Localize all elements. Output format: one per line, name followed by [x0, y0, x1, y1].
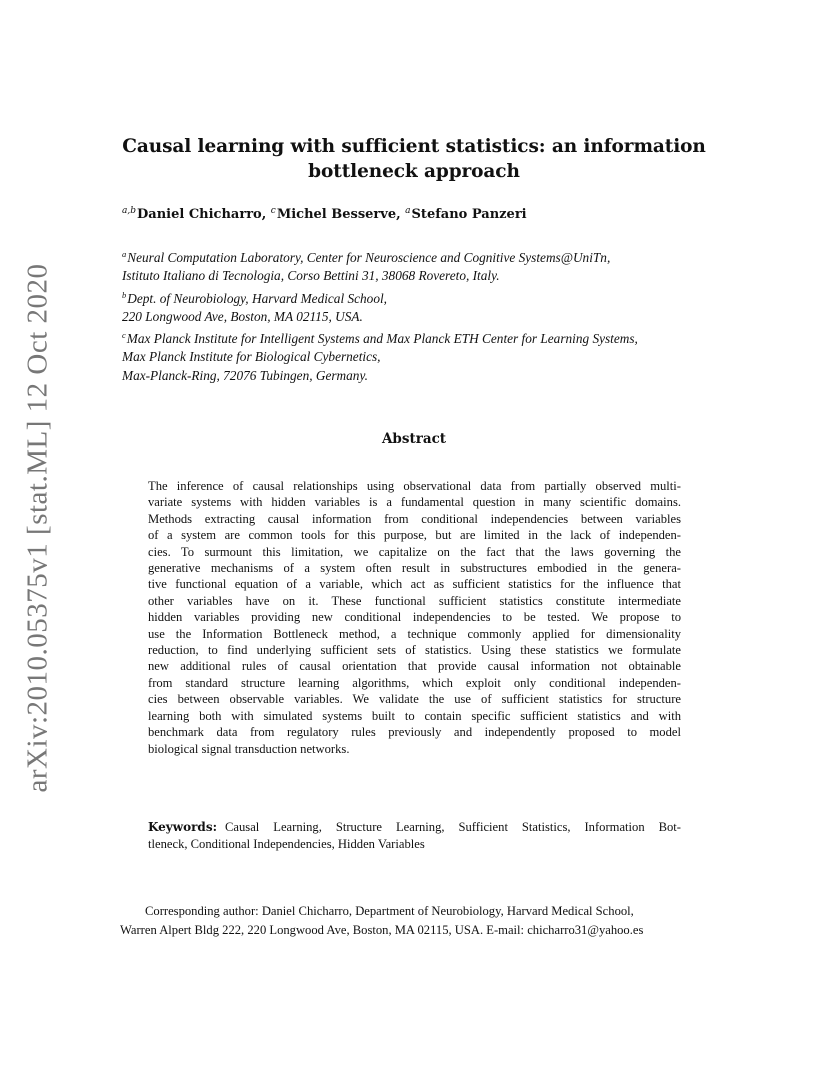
abstract-line: Methods extracting causal information from conditional independencies between variables	[148, 511, 681, 526]
affiliation-line	[122, 326, 638, 348]
author-affiliation-mark: a	[405, 206, 411, 216]
affiliation-text: Max Planck Institute for Biological Cybernetics,	[122, 349, 381, 365]
corresponding-author	[120, 902, 710, 939]
affiliation-text: Dept. of Neurobiology, Harvard Medical School,	[127, 290, 387, 306]
affiliation-text: Max-Planck-Ring, 72076 Tubingen, Germany.	[122, 367, 368, 383]
abstract-line: cies. To surmount this limitation, we capitalize on the fact that the laws governing the	[148, 544, 681, 559]
author-list	[122, 206, 527, 222]
author-name: Stefano Panzeri	[411, 207, 527, 222]
title-line: Causal learning with sufficient statistics: an information	[122, 136, 706, 157]
abstract-line: biological signal transduction networks.	[148, 741, 350, 756]
keywords-text: Causal Learning, Structure Learning, Sufficient Statistics, Information Bot-	[225, 820, 681, 834]
abstract-line: learning both with simulated systems built to contain specific sufficient statistics and with	[148, 708, 681, 723]
affiliation-mark: b	[122, 289, 127, 300]
paper-title	[120, 134, 708, 184]
abstract-line: variate systems with hidden variables is a fundamental question in many scientific domains.	[148, 495, 681, 510]
affiliation-line	[122, 286, 638, 308]
affiliation-line	[122, 308, 638, 326]
abstract-heading: Abstract	[381, 431, 447, 447]
author-affiliation-mark: a,b	[122, 206, 136, 216]
affiliation-line	[122, 367, 638, 385]
keywords-label: Keywords:	[148, 820, 218, 834]
abstract-line: use the Information Bottleneck method, a technique commonly applied for dimensionality	[148, 626, 681, 641]
affiliation-text: Neural Computation Laboratory, Center for Neuroscience and Cognitive Systems@UniTn,	[127, 250, 611, 265]
corresponding-line: Corresponding author: Daniel Chicharro, Department of Neurobiology, Harvard Medical School,	[145, 904, 634, 918]
affiliation-text: Istituto Italiano di Tecnologia, Corso Bettini 31, 38068 Rovereto, Italy.	[122, 268, 500, 284]
keywords	[148, 819, 681, 853]
abstract-line: benchmark data from regulatory rules previously and independently proposed to model	[148, 725, 681, 740]
author	[122, 207, 266, 222]
affiliation-mark: c	[122, 330, 126, 341]
affiliations	[122, 245, 638, 385]
affiliation-line	[122, 348, 638, 366]
abstract-line: reduction, to find underlying sufficient sets of statistics. Using these statistics we formulate	[148, 643, 681, 658]
abstract-line: from standard structure learning algorithms, which exploit only conditional independen-	[148, 675, 681, 690]
arxiv-stamp	[16, 263, 60, 793]
abstract-line: new additional rules of causal orientation that provide causal information not obtainable	[148, 659, 681, 674]
affiliation-line	[122, 267, 638, 285]
affiliation-text: Max Planck Institute for Intelligent Systems and Max Planck ETH Center for Learning Systems,	[126, 331, 638, 347]
affiliation-mark: a	[122, 249, 127, 259]
author-name: Michel Besserve,	[276, 207, 401, 222]
arxiv-stamp-text: arXiv:2010.05375v1 [stat.ML] 12 Oct 2020	[21, 263, 54, 793]
abstract-line: generative mechanisms of a system often result in substructures embodied in the genera-	[148, 561, 681, 576]
abstract-line: of a system are common tools for this purpose, but are limited in the lack of independen-	[148, 528, 681, 543]
abstract-line: cies between observable variables. We validate the use of sufficient statistics for structure	[148, 692, 681, 707]
author	[271, 207, 401, 222]
author	[405, 207, 526, 222]
keywords-line: tleneck, Conditional Independencies, Hidden Variables	[148, 837, 425, 851]
abstract-line: The inference of causal relationships using observational data from partially observed multi-	[148, 479, 681, 493]
abstract-line: hidden variables providing new conditional independencies to be tested. We propose to	[148, 610, 681, 625]
abstract-line: other variables have on it. These functional sufficient statistics constitute intermediate	[148, 593, 681, 608]
abstract-body	[148, 478, 681, 757]
title-line: bottleneck approach	[308, 161, 520, 182]
affiliation-line	[122, 245, 638, 267]
corresponding-line: Warren Alpert Bldg 222, 220 Longwood Ave, Boston, MA 02115, USA. E-mail: chicharro31@yahoo.es	[120, 922, 644, 937]
affiliation-text: 220 Longwood Ave, Boston, MA 02115, USA.	[122, 308, 363, 324]
author-name: Daniel Chicharro,	[137, 207, 267, 222]
keywords-line	[148, 819, 681, 836]
author-affiliation-mark: c	[270, 206, 276, 216]
abstract-line: tive functional equation of a variable, which act as sufficient statistics for the influence that	[148, 577, 681, 592]
